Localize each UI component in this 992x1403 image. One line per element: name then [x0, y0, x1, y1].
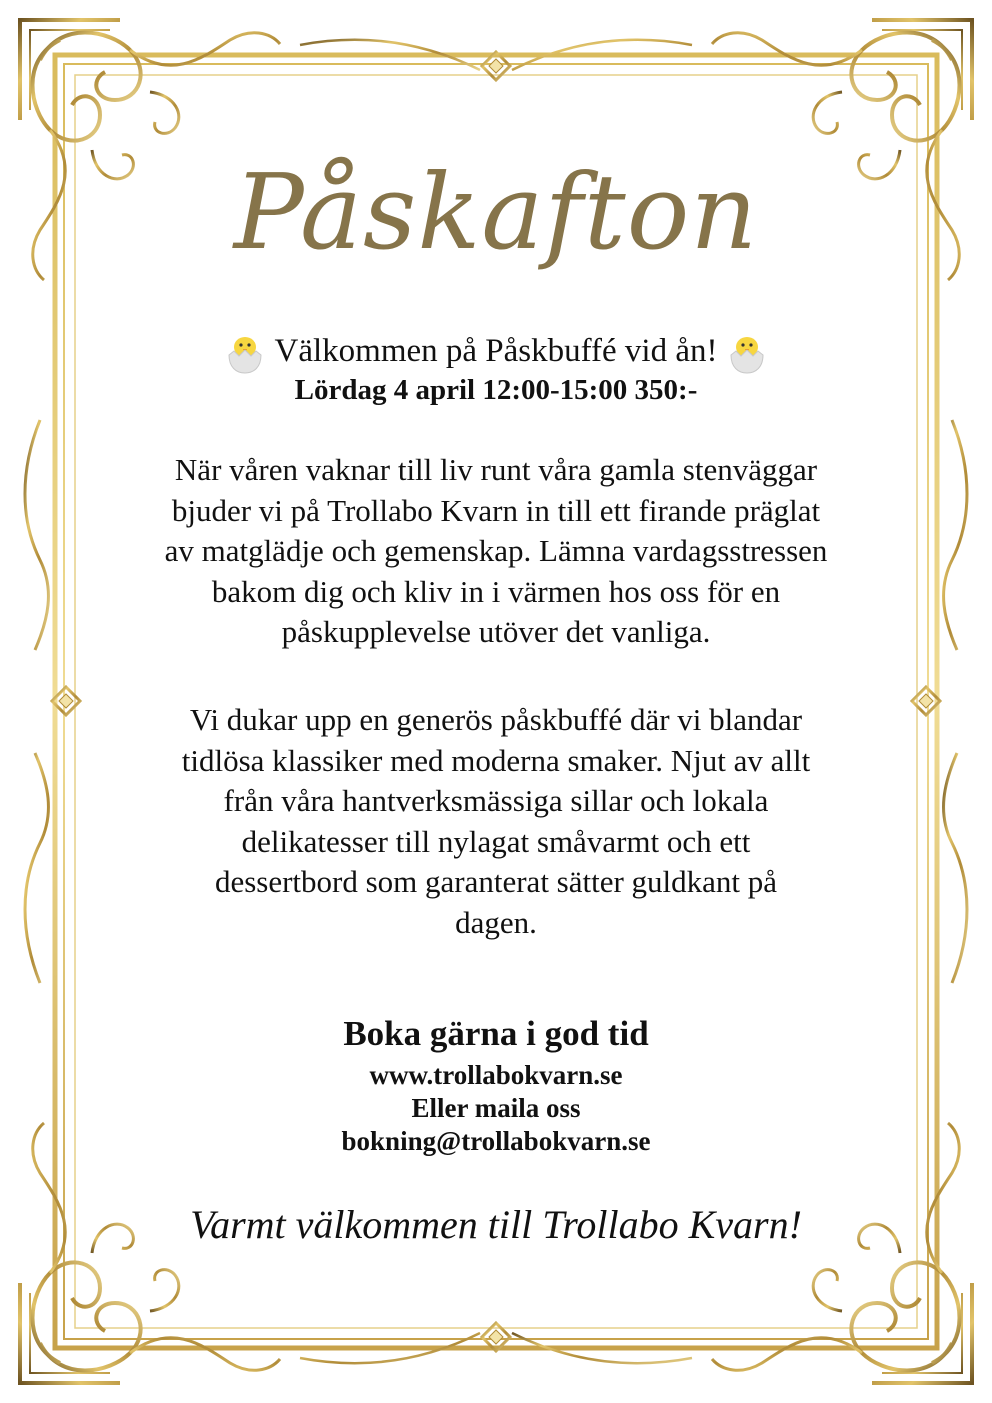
- welcome-text: Välkommen på Påskbuffé vid ån!: [274, 333, 718, 369]
- website-link[interactable]: www.trollabokvarn.se: [369, 1060, 623, 1090]
- paragraph-line: delikatesser till nylagat småvarmt och ett: [241, 823, 751, 859]
- paragraph-line: av matglädje och gemenskap. Lämna vardagsstressen: [164, 533, 828, 568]
- closing-line: Varmt välkommen till Trollabo Kvarn!: [190, 1202, 802, 1247]
- welcome-line: [90, 330, 902, 375]
- paragraph-line: dagen.: [455, 904, 537, 940]
- booking-heading: Boka gärna i god tid: [343, 1014, 649, 1053]
- mail-label: Eller maila oss: [411, 1093, 581, 1123]
- email-link[interactable]: bokning@trollabokvarn.se: [341, 1126, 651, 1156]
- buffet-paragraph: [90, 700, 902, 943]
- paragraph-line: dessertbord som garanterat sätter guldkant på: [214, 864, 778, 899]
- date-price-line: Lördag 4 april 12:00-15:00 350:-: [294, 374, 698, 406]
- paragraph-line: påskupplevelse utöver det vanliga.: [281, 614, 711, 649]
- paragraph-line: bakom dig och kliv in i värmen hos oss för en: [211, 573, 781, 609]
- paragraph-line: tidlösa klassiker med moderna smaker. Njut av allt: [181, 742, 811, 778]
- hatching-chick-icon: [725, 331, 769, 375]
- paragraph-line: från våra hantverksmässiga sillar och lokala: [223, 783, 769, 818]
- paragraph-line: bjuder vi på Trollabo Kvarn in till ett firande präglat: [171, 492, 821, 528]
- page-title: Påskafton: [233, 151, 759, 273]
- paragraph-line: När våren vaknar till liv runt våra gamla stenväggar: [174, 452, 818, 487]
- hatching-chick-icon: [223, 331, 267, 375]
- paragraph-line: Vi dukar upp en generös påskbuffé där vi blandar: [189, 702, 803, 737]
- intro-paragraph: [90, 450, 902, 653]
